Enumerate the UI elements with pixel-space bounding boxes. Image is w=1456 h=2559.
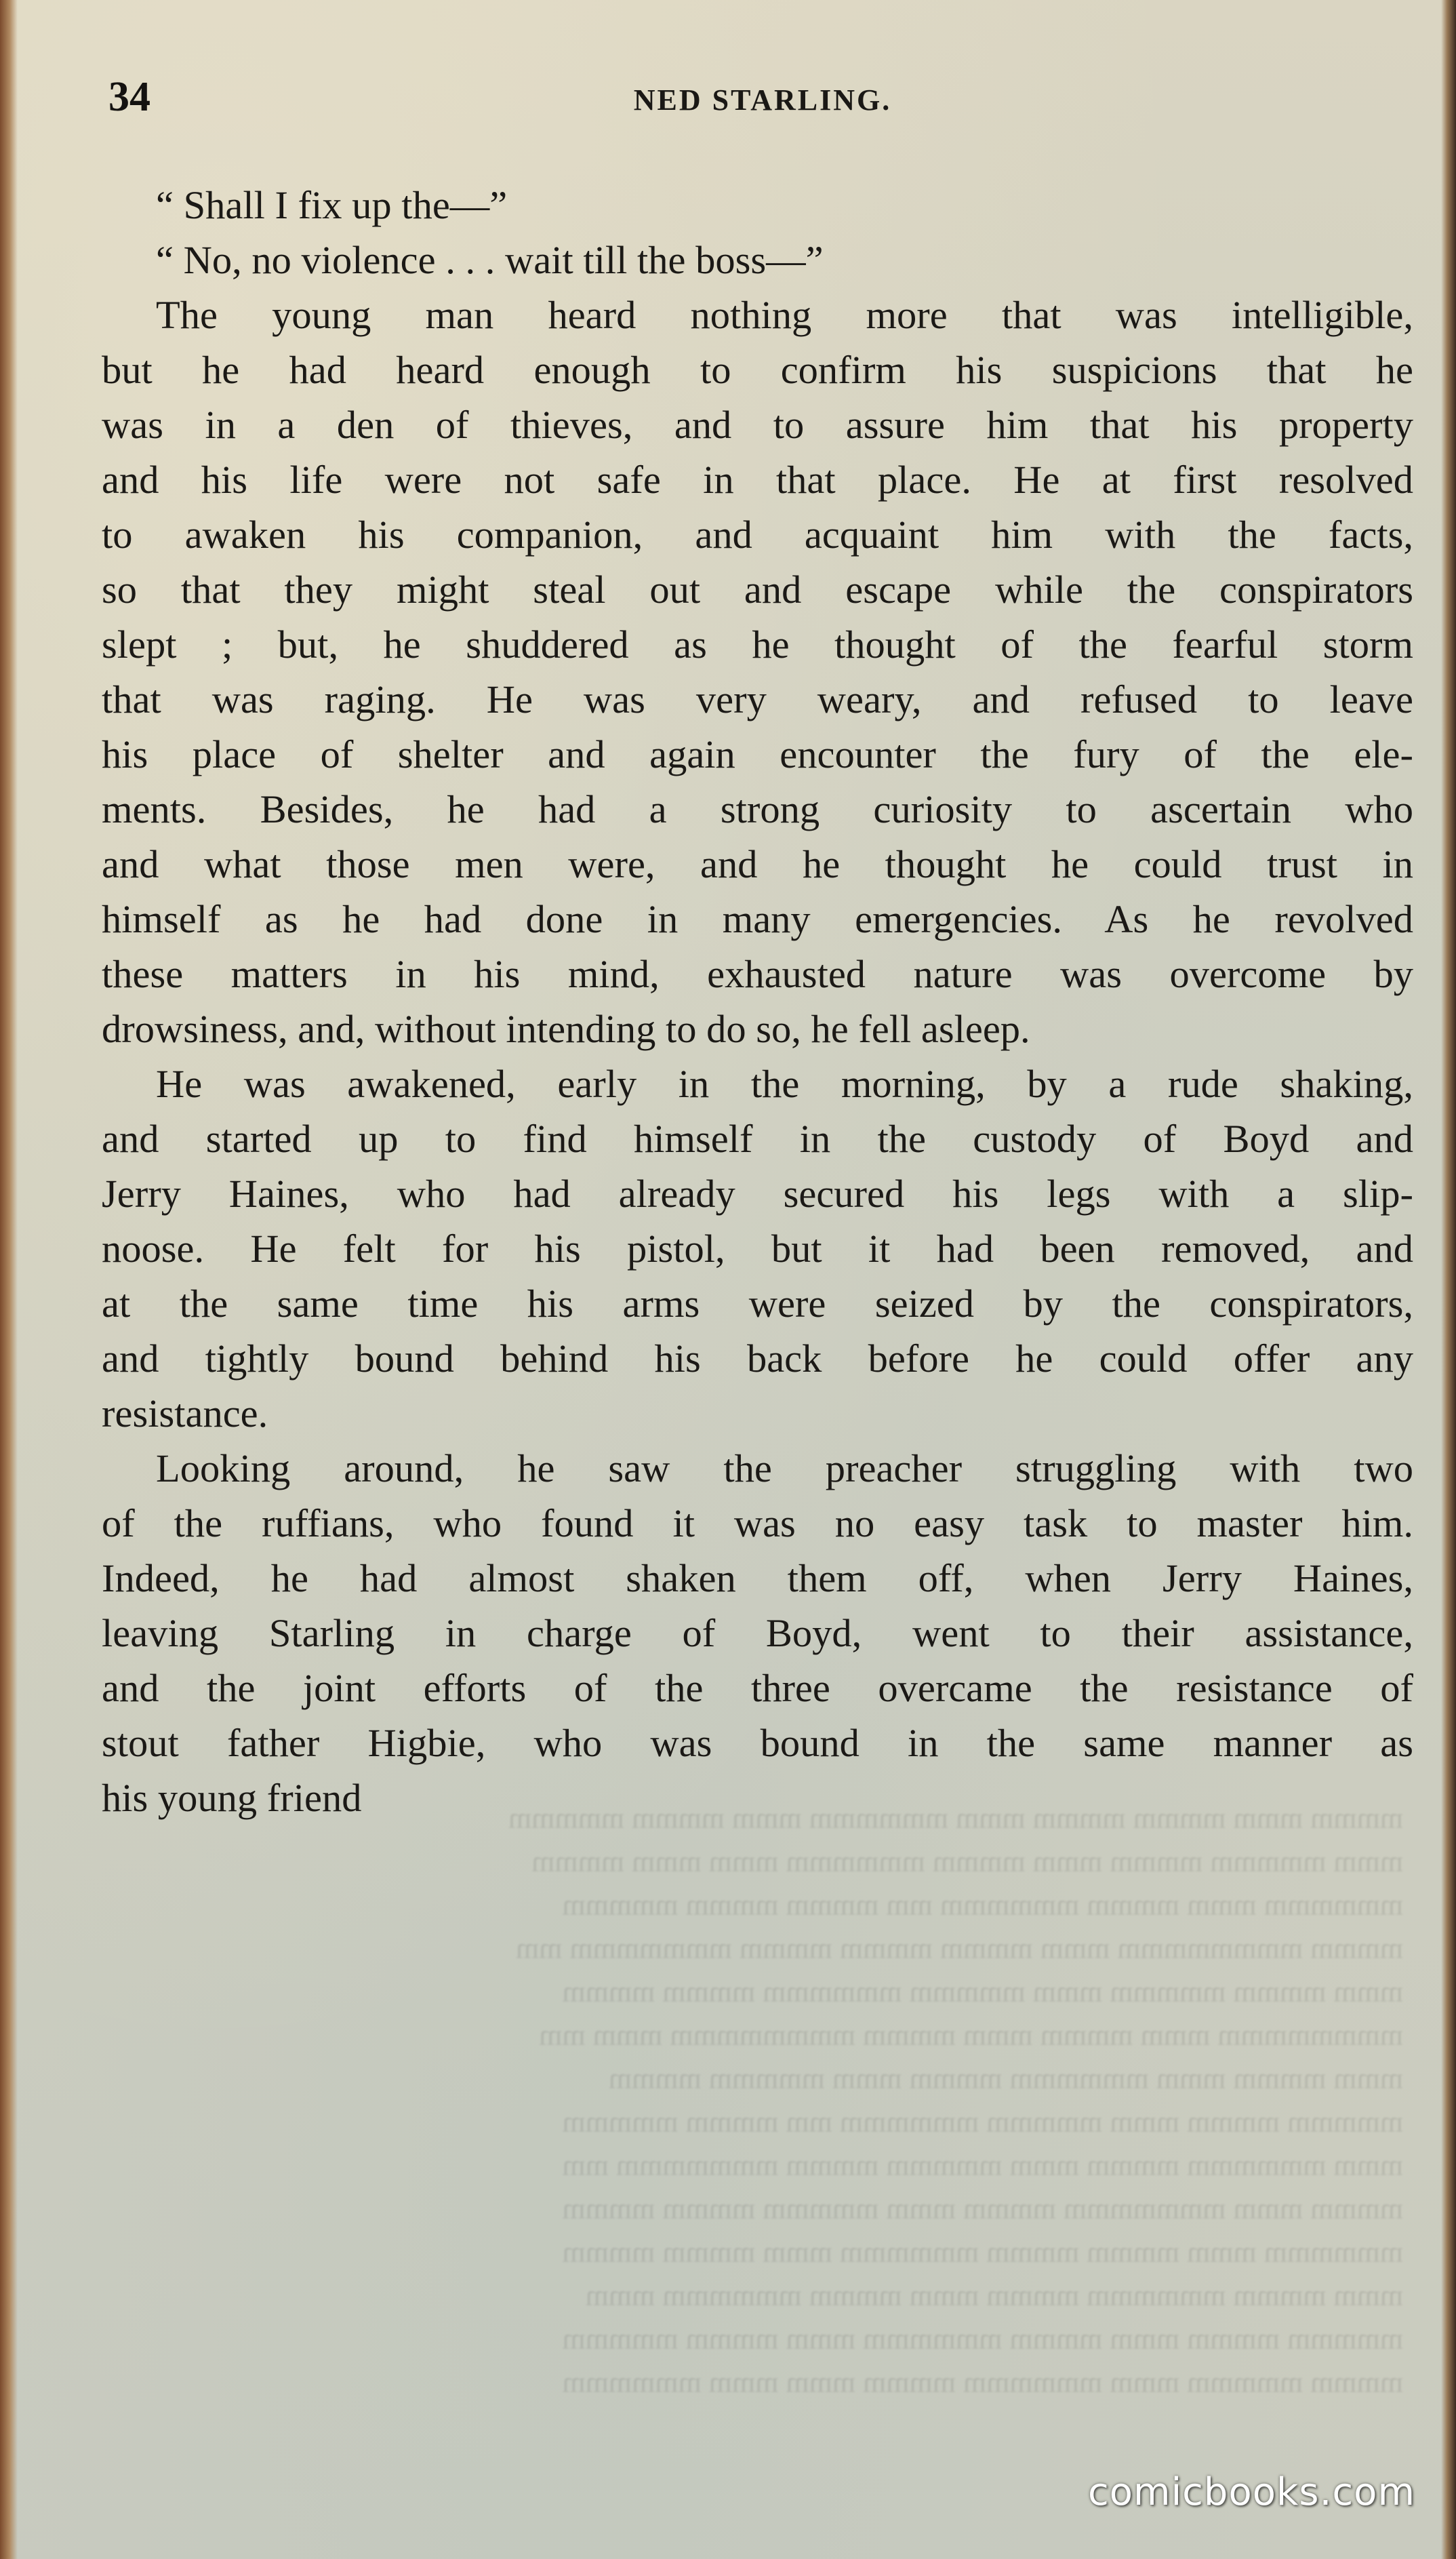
- text-line: leaving Starling in charge of Boyd, went to their assistance,: [102, 1611, 1413, 1655]
- text-line: himself as he had done in many emergencies. As he revolved: [102, 897, 1413, 941]
- text-line: his place of shelter and again encounter the fury of the ele-: [102, 732, 1413, 776]
- text-line: and tightly bound behind his back before he could offer any: [102, 1336, 1413, 1381]
- text-line: these matters in his mind, exhausted nature was overcome by: [102, 952, 1413, 996]
- text-line: but he had heard enough to confirm his suspicions that he: [102, 348, 1413, 392]
- text-line: was in a den of thieves, and to assure him that his property: [102, 403, 1413, 447]
- text-line: noose. He felt for his pistol, but it had been removed, and: [102, 1227, 1413, 1271]
- text-line: resistance.: [102, 1391, 268, 1435]
- running-head: NED STARLING.: [633, 83, 892, 117]
- text-line: his young friend: [102, 1776, 362, 1820]
- show-through-texture: mmmm mmm mmmm mmmm mmm mmmmmm mmm mmmm mmmmm mmm mmmmm mmmm mmm mmmm mmmmmm mmm mmm mmmm mmmmmm mmm mmmm mmmmmm mm mmmm mmmm mmmmm mmmm mmmmmmmm mmm mmmm mmmm mmmm mmmmmmm mm mmm mmmm mmmmm mmm mmmmm mmmmmm mmmm mmmm mmmmmmmm mmm mmmm mmm mmmm mmmmmmmm mmm mm mmm mmmm mmm mmmmmm mmmm mmm mmmmm mmmm mmmmm mmmm mmm mmmmm mmmmmm mm mmmm mmmmm mmm mmmmmm mmmm mmm mmmmm mmmm mmmmmmm mm mmmm mmm mmmmmmm mmmm mmm mmmmm mmmm mmmm mmmmmm mmm mmmm mmmm mmmmmm mmm mmmm mmmm mmm mmmm mmmmmm mmmm mmm mmmm mmmmmm mmm mmmmm mmmm mmm mmmm mmmmmm mmm mmmm mmmmm mmmm mmmmm mmm mmmmmm mmmm mmm mmm mmmmmm: [508, 1802, 1403, 2399]
- text-line: ments. Besides, he had a strong curiosity to ascertain who: [102, 787, 1413, 831]
- page-edge-left: [0, 0, 18, 2559]
- text-line: He was awakened, early in the morning, by a rude shaking,: [156, 1062, 1413, 1106]
- text-line: drowsiness, and, without intending to do so, he fell asleep.: [102, 1007, 1030, 1051]
- text-line: and started up to find himself in the custody of Boyd and: [102, 1117, 1413, 1161]
- text-line: of the ruffians, who found it was no easy task to master him.: [102, 1501, 1413, 1545]
- text-line: The young man heard nothing more that was intelligible,: [156, 293, 1413, 337]
- text-line: Indeed, he had almost shaken them off, when Jerry Haines,: [102, 1556, 1413, 1600]
- text-line: at the same time his arms were seized by the conspirators,: [102, 1282, 1413, 1326]
- text-line: Jerry Haines, who had already secured his legs with a slip-: [102, 1172, 1413, 1216]
- page-number: 34: [108, 74, 150, 120]
- text-line: slept ; but, he shuddered as he thought of the fearful storm: [102, 622, 1413, 667]
- text-line: and the joint efforts of the three overcame the resistance of: [102, 1666, 1413, 1710]
- text-line: and what those men were, and he thought he could trust in: [102, 842, 1413, 886]
- text-line: “ Shall I fix up the—”: [156, 183, 508, 227]
- page-header: [108, 73, 1417, 127]
- text-line: that was raging. He was very weary, and refused to leave: [102, 677, 1413, 721]
- site-watermark: comicbooks.com: [1087, 2470, 1415, 2514]
- text-line: stout father Higbie, who was bound in the same manner as: [102, 1721, 1413, 1765]
- text-line: Looking around, he saw the preacher struggling with two: [156, 1446, 1413, 1490]
- text-line: “ No, no violence . . . wait till the boss—”: [156, 238, 824, 282]
- text-line: and his life were not safe in that place. He at first resolved: [102, 458, 1413, 502]
- page-edge-right: [1441, 0, 1456, 2559]
- text-line: so that they might steal out and escape while the conspirators: [102, 568, 1413, 612]
- text-line: to awaken his companion, and acquaint him with the facts,: [102, 513, 1413, 557]
- body-text: [102, 178, 1413, 1825]
